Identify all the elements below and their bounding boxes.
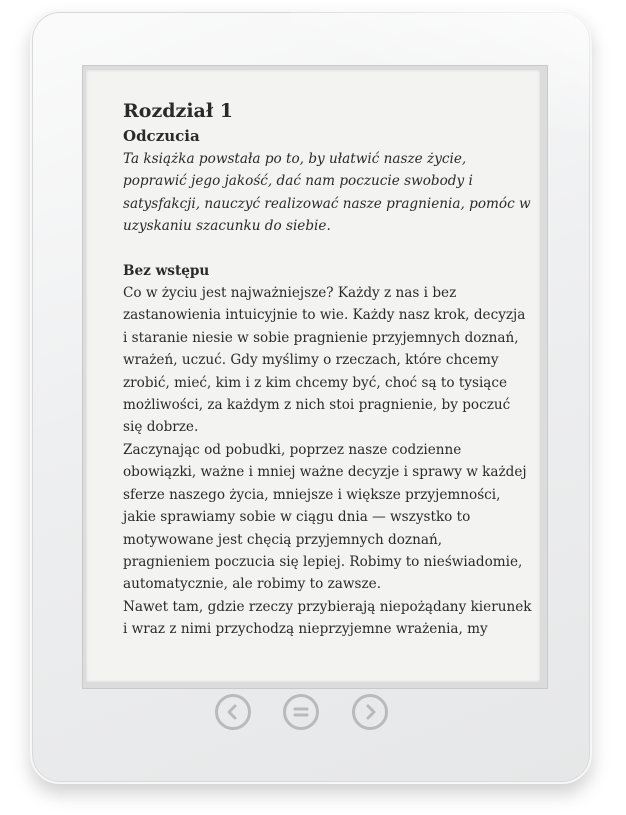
chevron-left-icon xyxy=(218,697,248,727)
chapter-title: Rozdział 1 xyxy=(123,100,234,122)
intro-paragraph xyxy=(123,148,531,238)
body-line: wrażeń, uczuć. Gdy myślimy o rzeczach, które chcemy xyxy=(123,352,499,369)
body-line: pragnieniem poczucia się lepiej. Robimy to nieświadomie, xyxy=(123,553,523,570)
section-title: Odczucia xyxy=(123,127,200,145)
intro-line: Ta książka powstała po to, by ułatwić nasze życie, xyxy=(123,151,467,167)
prev-page-button[interactable] xyxy=(215,694,251,730)
hardware-controls xyxy=(30,694,592,738)
body-line: i wraz z nimi przychodzą nieprzyjemne wrażenia, my xyxy=(123,621,488,638)
body-line: Zaczynając od pobudki, poprzez nasze codzienne xyxy=(123,441,462,458)
subheading: Bez wstępu xyxy=(123,262,210,279)
body-line: i staranie niesie w sobie pragnienie przyjemnych doznań, xyxy=(123,329,519,346)
body-line: zrobić, mieć, kim i z kim chcemy być, choć są to tysiące xyxy=(123,374,508,391)
body-line: zastanowienia intuicyjnie to wie. Każdy nasz krok, decyzja xyxy=(123,307,526,324)
body-line: Nawet tam, gdzie rzeczy przybierają niepożądany kierunek xyxy=(123,598,532,615)
page-text xyxy=(123,98,532,641)
body-line: Co w życiu jest najważniejsze? Każdy z nas i bez xyxy=(123,285,457,302)
body-text xyxy=(123,282,532,641)
body-line: możliwości, za każdym z nich stoi pragnienie, by poczuć xyxy=(123,397,511,414)
reader-screen[interactable] xyxy=(86,70,540,682)
intro-line: uzyskaniu szacunku do siebie. xyxy=(123,218,331,235)
menu-icon xyxy=(286,697,316,727)
body-line: jakie sprawiamy sobie w ciągu dnia — wszystko to xyxy=(123,509,471,526)
body-line: się dobrze. xyxy=(123,419,199,436)
menu-button[interactable] xyxy=(283,694,319,730)
body-line: obowiązki, ważne i mniej ważne decyzje i sprawy w każdej xyxy=(123,464,527,481)
body-line: automatycznie, ale robimy to zawsze. xyxy=(123,576,382,593)
intro-line: satysfakcji, nauczyć realizować nasze pragnienia, pomóc w xyxy=(123,195,531,212)
intro-line: poprawić jego jakość, dać nam poczucie swobody i xyxy=(123,173,473,190)
next-page-button[interactable] xyxy=(352,694,388,730)
body-line: motywowane jest chęcią przyjemnych doznań, xyxy=(123,531,443,548)
body-line: sferze naszego życia, mniejsze i większe przyjemności, xyxy=(123,486,501,503)
ereader-device xyxy=(30,10,592,784)
chevron-right-icon xyxy=(355,697,385,727)
